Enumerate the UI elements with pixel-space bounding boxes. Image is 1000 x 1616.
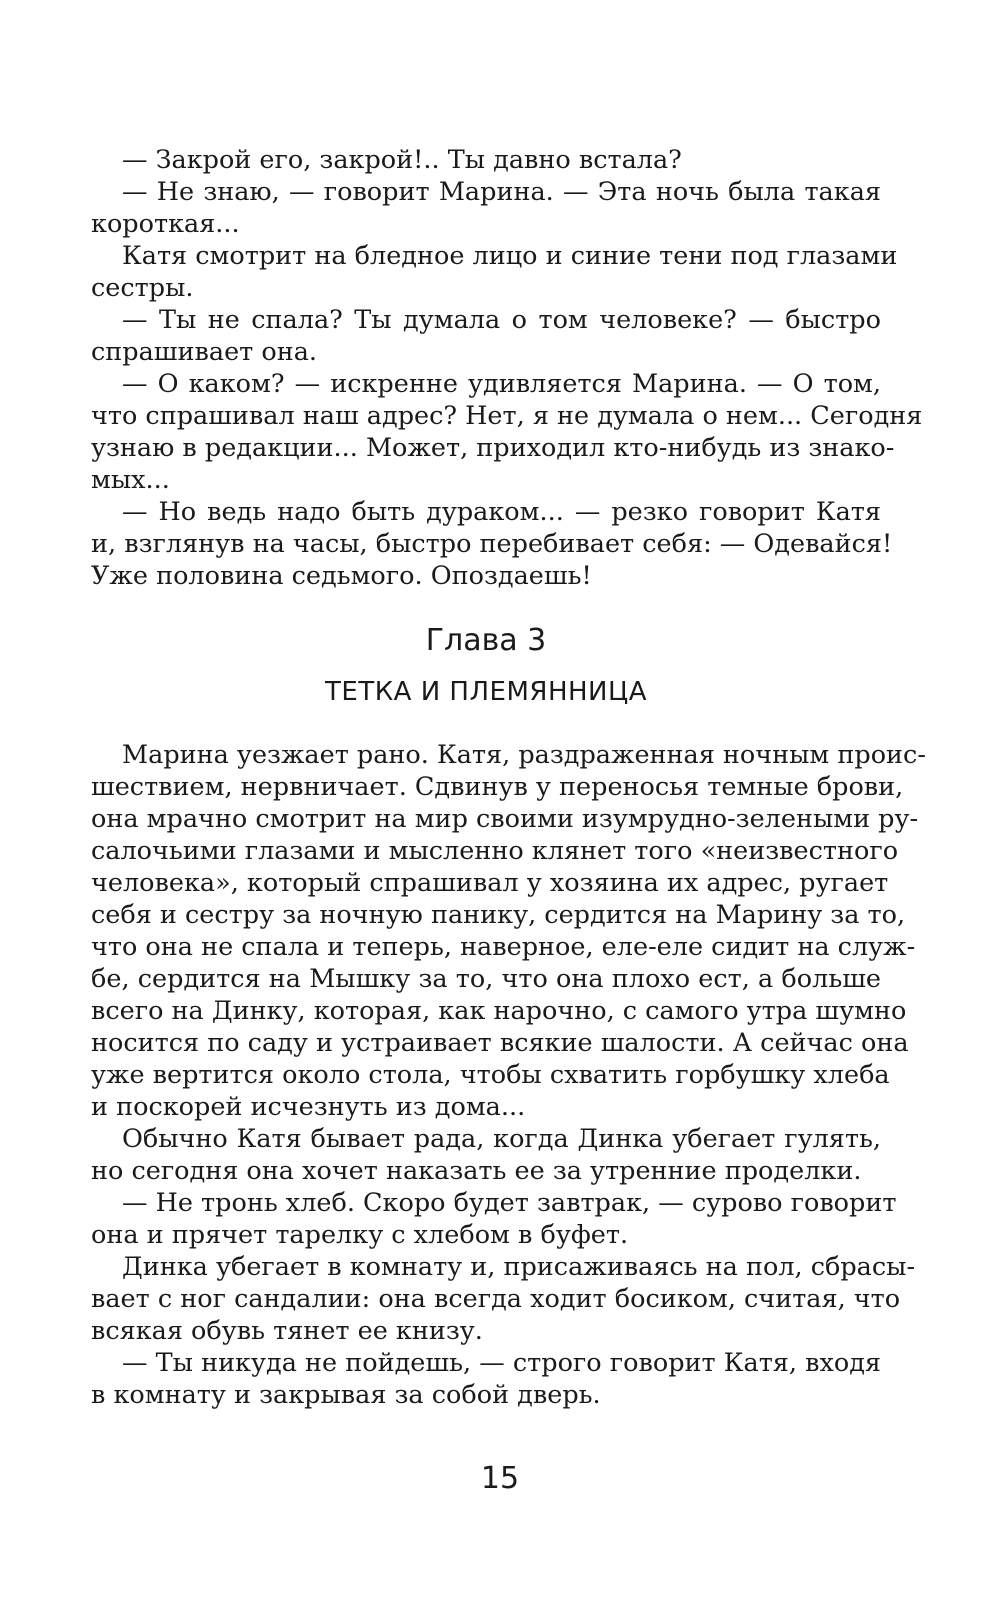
text-line: узнаю в редакции... Может, приходил кто-нибудь из знако- bbox=[91, 433, 895, 463]
text-line: вает с ног сандалии: она всегда ходит босиком, считая, что bbox=[91, 1284, 901, 1314]
text-line: в комнату и закрывая за собой дверь. bbox=[91, 1380, 601, 1410]
text-line: спрашивает она. bbox=[91, 337, 318, 367]
paragraph bbox=[91, 1347, 881, 1411]
paragraph bbox=[91, 304, 881, 368]
text-line: — Не знаю, — говорит Марина. — Эта ночь была такая bbox=[122, 177, 881, 207]
paragraph bbox=[91, 1187, 897, 1251]
paragraph bbox=[91, 240, 898, 304]
text-line: уже вертится около стола, чтобы схватить горбушку хлеба bbox=[91, 1060, 890, 1090]
text-line: — Не тронь хлеб. Скоро будет завтрак, — сурово говорит bbox=[122, 1188, 897, 1218]
text-line: Катя смотрит на бледное лицо и синие тени под глазами bbox=[122, 241, 898, 271]
text-line: но сегодня она хочет наказать ее за утренние проделки. bbox=[91, 1156, 862, 1186]
paragraph bbox=[91, 176, 881, 240]
paragraph bbox=[91, 368, 923, 496]
text-line: шествием, нервничает. Сдвинув у переносья темные брови, bbox=[91, 772, 904, 802]
text-line: что спрашивал наш адрес? Нет, я не думала о нем... Сегодня bbox=[91, 401, 923, 431]
text-line: салочьими глазами и мысленно клянет того «неизвестного bbox=[91, 836, 899, 866]
paragraph bbox=[91, 739, 926, 1123]
chapter-number: Глава 3 bbox=[425, 623, 547, 658]
text-line: — О каком? — искренне удивляется Марина. — О том, bbox=[122, 369, 881, 399]
text-block-top bbox=[91, 144, 923, 592]
text-line: всего на Динку, которая, как нарочно, с самого утра шумно bbox=[91, 996, 907, 1026]
chapter-heading bbox=[91, 623, 881, 708]
text-line: мых... bbox=[91, 465, 170, 495]
text-line: Уже половина седьмого. Опоздаешь! bbox=[91, 561, 592, 591]
text-line: — Закрой его, закрой!.. Ты давно встала? bbox=[122, 145, 682, 175]
text-block-chapter bbox=[91, 739, 926, 1411]
text-line: она и прячет тарелку с хлебом в буфет. bbox=[91, 1220, 629, 1250]
text-line: — Ты никуда не пойдешь, — строго говорит Катя, входя bbox=[122, 1348, 881, 1378]
paragraph bbox=[91, 496, 893, 592]
text-line: носится по саду и устраивает всякие шалости. А сейчас она bbox=[91, 1028, 909, 1058]
paragraph bbox=[91, 1251, 916, 1347]
text-line: что она не спала и теперь, наверное, еле-еле сидит на служ- bbox=[91, 932, 916, 962]
chapter-title: ТЕТКА И ПЛЕМЯННИЦА bbox=[325, 677, 647, 707]
text-line: Динка убегает в комнату и, присаживаясь на пол, сбрасы- bbox=[122, 1252, 916, 1282]
page-number: 15 bbox=[480, 1461, 520, 1496]
text-line: — Ты не спала? Ты думала о том человеке? — быстро bbox=[122, 305, 881, 335]
text-line: Обычно Катя бывает рада, когда Динка убегает гулять, bbox=[122, 1124, 881, 1154]
text-line: она мрачно смотрит на мир своими изумрудно-зелеными ру- bbox=[91, 804, 919, 834]
text-line: Марина уезжает рано. Катя, раздраженная ночным проис- bbox=[122, 740, 926, 770]
book-page bbox=[91, 144, 926, 1411]
text-line: всякая обувь тянет ее книзу. bbox=[91, 1316, 483, 1346]
text-line: бе, сердится на Мышку за то, что она плохо ест, а больше bbox=[91, 964, 881, 994]
text-line: — Но ведь надо быть дураком... — резко говорит Катя bbox=[122, 497, 881, 527]
text-line: и, взглянув на часы, быстро перебивает себя: — Одевайся! bbox=[91, 529, 893, 559]
text-line: сестры. bbox=[91, 273, 194, 303]
text-line: человека», который спрашивал у хозяина их адрес, ругает bbox=[91, 868, 889, 898]
paragraph bbox=[91, 1123, 881, 1187]
text-line: короткая... bbox=[91, 209, 240, 239]
paragraph bbox=[91, 144, 881, 176]
text-line: и поскорей исчезнуть из дома... bbox=[91, 1092, 526, 1122]
text-line: себя и сестру за ночную панику, сердится на Марину за то, bbox=[91, 900, 906, 930]
